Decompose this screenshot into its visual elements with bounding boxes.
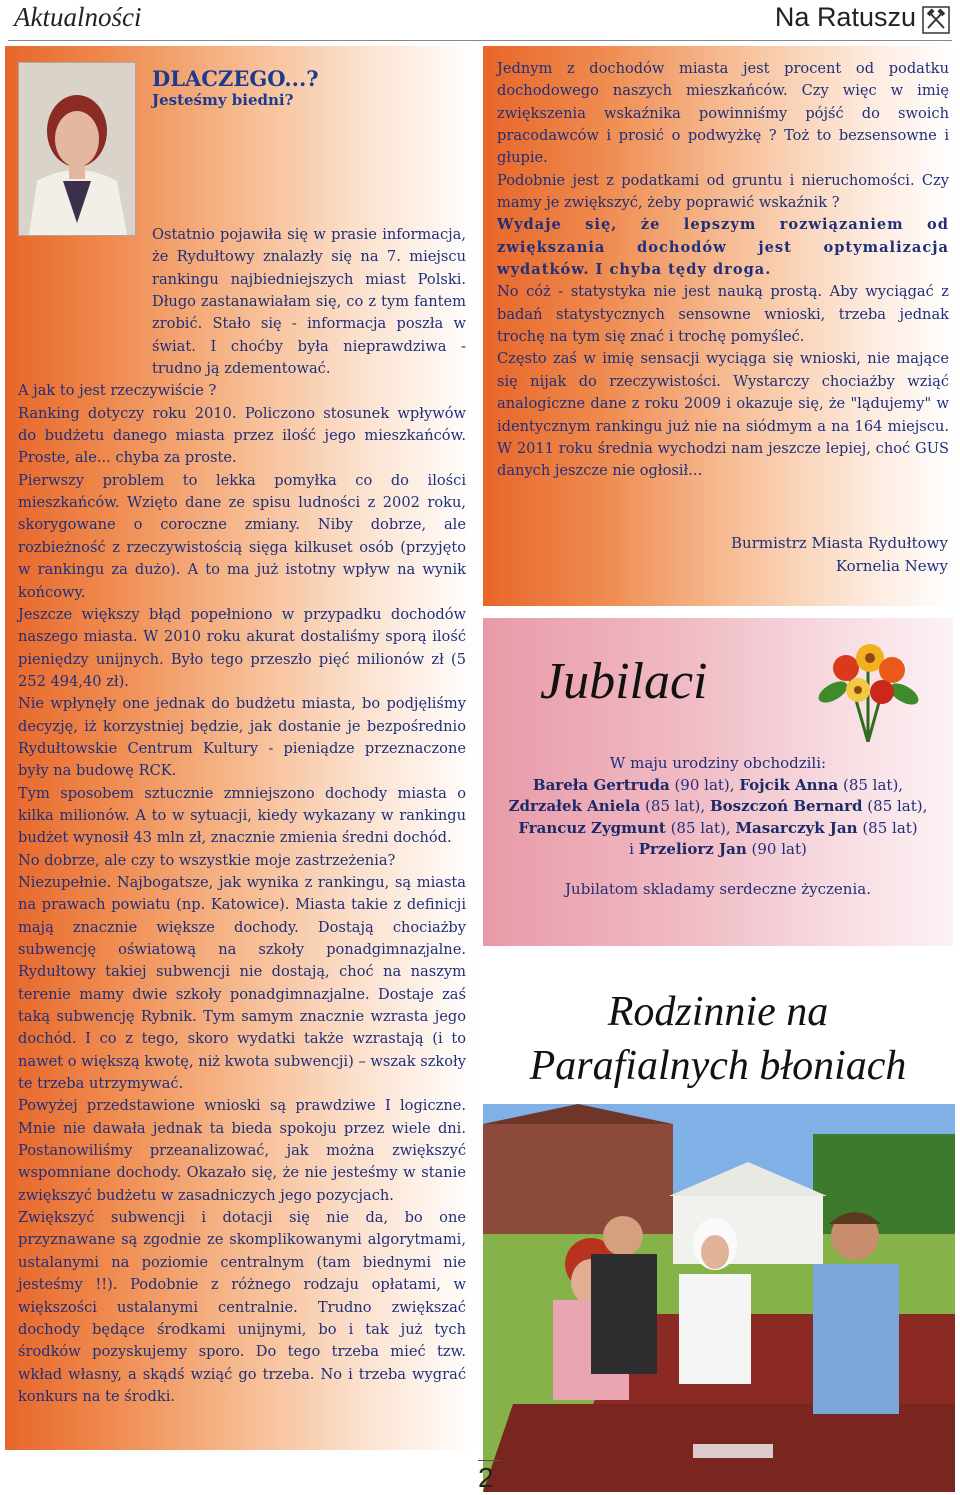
jubilaci-line — [490, 775, 946, 797]
section-title: Aktualności — [14, 2, 142, 32]
headline-sub: Jesteśmy biedni? — [152, 91, 294, 110]
jubilaci-list — [490, 753, 946, 861]
article-paragraph: Pierwszy problem to lekka pomyłka co do ilości mieszkańców. Wzięto dane ze spisu ludności z 2002 roku, skorygowane o coroczne zmiany. Niby dobrze, ale rozbieżność z rzeczywistością sięga kilkuset osób (przyjęto w rankingu za dużo). A to ma już istotny wpływ na wynik końcowy. — [18, 471, 466, 601]
author-portrait — [18, 62, 136, 236]
jubilat-name: Bareła Gertruda — [532, 775, 670, 794]
flower-bouquet-icon — [808, 632, 928, 742]
jubilaci-wish: Jubilatom skladamy serdeczne życzenia. — [565, 880, 871, 898]
jubilaci-line — [490, 839, 946, 861]
magazine-title: Na Ratuszu — [774, 2, 916, 32]
rodzinnie-title-line2: Parafialnych błoniach — [529, 1043, 907, 1089]
article-paragraph: No dobrze, ale czy to wszystkie moje zastrzeżenia? — [18, 851, 396, 869]
signature — [731, 532, 948, 578]
jubilat-name: Masarczyk Jan — [735, 818, 858, 837]
article-paragraph: Ostatnio pojawiła się w prasie informacja, że Rydułtowy znalazły się na 7. miejscu rankingu najbiedniejszych miast Polski. Długo zastanawiałam się, co z tym fantem zrobić. Stało się - informacja poszła w świat. I choćby była nieprawdziwa - trudno ją zdementować. — [152, 226, 466, 378]
jubilat-age: (85 lat) — [857, 818, 918, 837]
article-body — [18, 224, 466, 1408]
jubilat-age: (90 lat) — [746, 840, 807, 858]
article-paragraph: Jednym z dochodów miasta jest procent od podatku dochodowego naszych mieszkańców. Czy więc w imię zwiększenia wskaźnika powinniśmy pójść do swoich pracodawców i prosić o podwyżkę ? Toż to bezsensowne i głupie. — [497, 60, 949, 167]
jubilat-age: (90 lat), — [669, 775, 740, 794]
article-paragraph: A jak to jest rzeczywiście ? — [18, 382, 217, 400]
jubilat-name: Przeliorz Jan — [638, 840, 747, 858]
mining-hammers-icon — [922, 6, 950, 34]
jubilaci-connector: i — [629, 840, 639, 858]
jubilat-name: Boszczoń Bernard — [709, 797, 863, 815]
page-number-rule — [478, 1460, 500, 1461]
article-highlight: Wydaje się, że lepszym rozwiązaniem od zwiększania dochodów jest optymalizacja wydatków. I chyba tędy droga. — [497, 216, 949, 279]
article-continuation — [497, 58, 949, 483]
jubilaci-intro: W maju urodziny obchodzili: — [609, 754, 827, 772]
jubilat-name: Zdrzałek Aniela — [508, 797, 641, 815]
rodzinnie-title — [483, 985, 953, 1093]
article-paragraph: Jeszcze większy błąd popełniono w przypadku dochodów naszego miasta. W 2010 roku akurat dostaliśmy sporą ilość pieniędzy unijnych. Było tego przeszło pięć milionów zł (5 252 494,40 zł). — [18, 605, 466, 690]
jubilaci-line — [490, 818, 946, 840]
page-number: 2 — [478, 1462, 494, 1493]
article-paragraph: Podobnie jest z podatkami od gruntu i nieruchomości. Czy mamy je zwiększyć, żeby poprawić wskaźnik ? — [497, 171, 949, 212]
article-headline — [152, 66, 319, 109]
article-paragraph: Powyżej przedstawione wnioski są prawdziwe I logiczne. Mnie nie dawała jednak ta bieda spokoju przez wiele dni. Postanowiliśmy przeanalizować, jak można zwiększyć wspomniane dochody. Okazało się, że nie jesteśmy w stanie zwiększyć budżetu w zasadniczych jego pozycjach. — [18, 1097, 466, 1204]
jubilat-age: (85 lat), — [862, 797, 928, 815]
article-paragraph: Nie wpłynęły one jednak do budżetu miasta, bo podjęliśmy decyzję, iż korzystniej będzie, jak dostanie je bezpośrednio Rydułtowskie Centrum Kultury - pieniądze przeznaczone były na budowę RCK. — [18, 695, 466, 780]
picnic-photo — [483, 1104, 955, 1492]
article-paragraph: Niezupełnie. Najbogatsze, jak wynika z rankingu, są miasta na prawach powiatu (np. Katowice). Miasta takie z definicji mają znacznie większe dochody. Dostają chociażby subwencję oświatową na szkoły ponadgimnazjalne. Rydułtowy takiej subwencji nie dostają, choć na naszym terenie mamy dwie szkoły ponadgimnazjalne. Dostaje zaś taką subwencję Rybnik. Tym samym znacznie wzrasta jego dochód. I co z tego, skoro wydatki także wzrastają (i to nawet o większą kwotę, niż kwota subwencji) – wszak szkoły te trzeba utrzymywać. — [18, 873, 466, 1093]
jubilat-age: (85 lat), — [838, 775, 904, 794]
headline-main: DLACZEGO...? — [152, 66, 319, 91]
jubilaci-line — [490, 796, 946, 818]
article-paragraph: Ranking dotyczy roku 2010. Policzono stosunek wpływów do budżetu danego miasta przez ilość jego mieszkańców. Proste, ale... chyba za proste. — [18, 404, 466, 467]
jubilaci-title: Jubilaci — [540, 653, 708, 710]
signature-title: Burmistrz Miasta Rydułtowy — [731, 534, 948, 552]
article-paragraph: Tym sposobem sztucznie zmniejszono dochody miasta o kilka milionów. A to w sytuacji, kiedy wykazany w rankingu budżet wynosił 43 mln zł, znacznie zmienia średni dochód. — [18, 784, 466, 847]
jubilat-name: Fojcik Anna — [739, 775, 839, 794]
jubilat-age: (85 lat), — [640, 797, 710, 815]
header-divider — [8, 40, 952, 41]
article-paragraph: No cóż - statystyka nie jest nauką prostą. Aby wyciągać z badań statystycznych sensowne wnioski, trzeba jednak trochę na tym się znać i trochę pomyśleć. — [497, 283, 949, 346]
article-paragraph: Często zaś w imię sensacji wyciąga się wnioski, nie mające się nijak do rzeczywistości. Wystarczy chociażby wziąć analogiczne dane z roku 2009 i okazuje się, że "lądujemy" w identycznym rankingu już nie na siódmym a na 164 miejscu. W 2011 roku średnia wychodzi nam jeszcze lepiej, choć GUS danych jeszcze nie ogłosił... — [497, 350, 949, 480]
jubilat-name: Francuz Zygmunt — [518, 818, 666, 837]
rodzinnie-title-line1: Rodzinnie na — [607, 989, 829, 1035]
jubilat-age: (85 lat), — [665, 818, 736, 837]
article-paragraph: Zwiększyć subwencji i dotacji się nie da, bo one przyznawane są zgodnie ze skomplikowanymi algorytmami, ustalanymi na poziomie centralnym (tam biednymi nie jesteśmy !!). Podobnie z różnego rodzaju opłatami, w większości ustalanymi centralnie. Trudno zwiększać dochody będące środkami unijnymi, bo i tak już tych środków pozyskujemy sporo. Do tego trzeba mieć tzw. wkład własny, a skądś wziąć go trzeba. No i trzeba wygrać konkurs na te środki. — [18, 1209, 466, 1405]
signature-name: Kornelia Newy — [835, 557, 948, 575]
